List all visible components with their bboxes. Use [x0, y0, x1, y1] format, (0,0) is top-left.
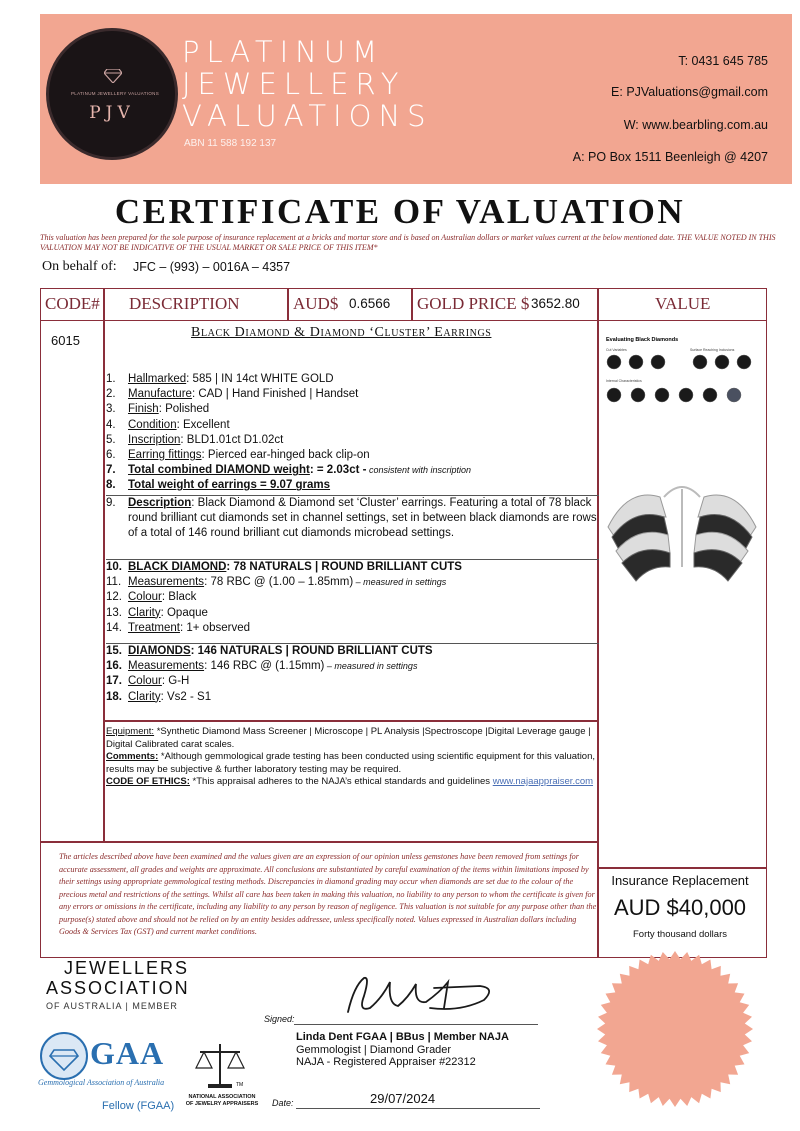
details-list: [106, 372, 599, 494]
divider: [103, 720, 597, 722]
list-item: 17. Colour: G-H: [106, 675, 190, 688]
logo-caption: PLATINUM JEWELLERY VALUATIONS: [70, 91, 160, 96]
naja-link[interactable]: www.najaappraiser.com: [492, 776, 594, 787]
earrings-photo: [598, 467, 766, 607]
insurance-label: Insurance Replacement: [611, 873, 749, 888]
abn: ABN 11 588 192 137: [184, 138, 277, 149]
gaa-caption: Gemmological Association of Australia: [38, 1078, 165, 1087]
left-earring: [608, 495, 670, 581]
signature-line: [294, 1024, 538, 1025]
diamond-icon: [104, 69, 122, 83]
behalf-label: On behalf of:: [42, 259, 117, 274]
item-title: Black Diamond & Diamond ‘Cluster’ Earrings: [191, 325, 492, 340]
diamonds-block: [106, 643, 599, 705]
list-item: 13. Clarity: Opaque: [106, 606, 208, 619]
signer-registration: NAJA - Registered Appraiser #22312: [296, 1056, 476, 1068]
header-gold-label: GOLD PRICE $: [417, 294, 530, 313]
gaa-logo-text: GAA: [90, 1035, 165, 1071]
gaa-fellow: Fellow (FGAA): [102, 1100, 175, 1112]
header-aud-value: 0.6566: [349, 296, 391, 311]
header-description: DESCRIPTION: [129, 294, 240, 313]
list-item: 12. Colour: Black: [106, 591, 197, 604]
right-earring: [694, 495, 756, 581]
insurance-box: [598, 867, 762, 949]
divider: [41, 841, 597, 843]
signer-name: Linda Dent FGAA | BBus | Member NAJA: [296, 1031, 509, 1043]
brand-line-1: PLATINUM: [182, 35, 385, 69]
divider: [103, 289, 105, 321]
black-diamond-chart-image: [598, 329, 766, 429]
signer-block: [296, 1031, 509, 1069]
gaa-emblem-icon: [38, 1030, 90, 1082]
divider: [103, 321, 105, 841]
chart-row1-stones: [607, 355, 751, 369]
list-item: 6. Earring fittings: Pierced ear-hinged back clip-on: [106, 449, 370, 462]
naja-scales-icon: [192, 1040, 248, 1090]
header-gold-value: 3652.80: [531, 296, 580, 311]
item-code: 6015: [51, 333, 80, 348]
list-item: 11. Measurements: 78 RBC @ (1.00 – 1.85mm) – measured in settings: [106, 576, 447, 589]
page-title: CERTIFICATE OF VALUATION: [114, 192, 686, 231]
chart-row1-label-a: Cut Variables: [606, 348, 627, 352]
logo-initials: PJV: [89, 103, 135, 123]
letterhead: [40, 14, 792, 184]
table-header: [41, 289, 766, 321]
list-item: 15. DIAMONDS: 146 NATURALS | ROUND BRILLIANT CUTS: [106, 645, 433, 657]
brand-line-3: VALUATIONS: [182, 99, 433, 133]
header-value: VALUE: [655, 294, 711, 313]
articles-disclaimer: The articles described above have been examined and the values given are an expression of our opinion unless gemstones have been removed from settings for accurate assessment, all grades and weights are approximate. All conclusions are substantiated by careful examination of the items within limitations imposed by their settings using appropriate gemmological testing methods. Discrepancies in diamond grading may occur when diamonds are set due to the colour of the precious metal and restrictions of the settings. Whilst all care has been taken in making this valuation, no liability to any person to whom the certificate is given for any errors or omissions in the certificate, including any liability to any person by reason of negligence. This valuation is not suitable for any purpose other than the purpose(s) stated above and should not be relied on by an entity besides addressee, unless specifically noted. Values expressed in Australian dollars including Goods & Services Tax (GST) and current market conditions.: [59, 852, 597, 936]
list-item: 16. Measurements: 146 RBC @ (1.15mm) – measured in settings: [106, 660, 418, 673]
list-item: 8. Total weight of earrings = 9.07 grams: [106, 479, 331, 492]
date-label: Date:: [272, 1098, 294, 1108]
signed-label: Signed:: [264, 1014, 295, 1024]
header-aud-label: AUD$: [293, 294, 339, 313]
contact-email: E: PJValuations@gmail.com: [611, 85, 768, 99]
divider: [411, 289, 413, 321]
ethics-text: *This appraisal adheres to the NAJA’s ethical standards and guidelines: [189, 776, 493, 787]
brand-name: [182, 36, 433, 132]
jaa-logo-line-2: ASSOCIATION: [46, 978, 190, 998]
comments-text: *Although gemmological grade testing has been conducted using scientific equipment for this valuation, results may be subjective & further laboratory testing may be required.: [106, 751, 596, 775]
chart-row1-label-b: Surface Reaching Inclusions: [690, 348, 735, 352]
contact-phone: T: 0431 645 785: [678, 54, 768, 68]
header-code: CODE#: [45, 294, 100, 313]
seal-stamp-icon: [596, 950, 754, 1108]
list-item: 9. Description: Black Diamond & Diamond set ‘Cluster’ earrings. Featuring a total of 78 black round brilliant cut diamonds set in channel settings, set in between black diamonds are rows of a total of 146 round brilliant cut diamonds microbead settings.: [106, 497, 597, 540]
contact-address: A: PO Box 1511 Beenleigh @ 4207: [572, 150, 768, 164]
pjv-logo: [46, 28, 178, 160]
date-value: 29/07/2024: [370, 1091, 436, 1106]
black-diamond-block: [106, 559, 599, 636]
list-item: 3. Finish: Polished: [106, 403, 210, 416]
jaa-logo-line-3: OF AUSTRALIA | MEMBER: [46, 1001, 178, 1011]
list-item: 2. Manufacture: CAD | Hand Finished | Handset: [106, 388, 359, 401]
disclaimer: This valuation has been prepared for the sole purpose of insurance replacement at a bricks and mortar store and is based on Australian dollars or market values current at the below mentioned date. THE VALUE NOTED IN THIS VALUATION MAY NOT BE INDICATIVE OF THE USUAL MARKET OR SALE PRICE OF THIS ITEM*: [40, 233, 776, 252]
divider: [287, 289, 289, 321]
description-block: [106, 495, 599, 542]
jaa-logo-line-1: JEWELLERS: [64, 958, 190, 978]
list-item: 18. Clarity: Vs2 - S1: [106, 690, 212, 703]
comments-label: Comments:: [106, 751, 159, 762]
chart-title: Evaluating Black Diamonds: [606, 337, 679, 343]
behalf-value: JFC – (993) – 0016A – 4357: [133, 260, 291, 274]
insurance-words: Forty thousand dollars: [633, 929, 727, 940]
equipment-text: *Synthetic Diamond Mass Screener | Microscope | PL Analysis |Spectroscope |Digital Leverage gauge | Digital Calibrated carat scales.: [106, 726, 591, 750]
contact-web: W: www.bearbling.com.au: [623, 118, 768, 132]
brand-line-2: JEWELLERY: [182, 67, 406, 101]
naja-caption: NATIONAL ASSOCIATION OF JEWELRY APPRAISERS: [185, 1094, 259, 1107]
list-item: 14. Treatment: 1+ observed: [106, 621, 250, 634]
equipment-block: [106, 726, 599, 789]
ethics-label: CODE OF ETHICS:: [106, 776, 190, 787]
list-item: 7. Total combined DIAMOND weight: = 2.03ct - consistent with inscription: [106, 464, 471, 477]
insurance-value: AUD $40,000: [613, 895, 747, 920]
list-item: 10. BLACK DIAMOND: 78 NATURALS | ROUND BRILLIANT CUTS: [106, 561, 462, 573]
valuation-table: [40, 288, 767, 958]
chart-row2-stones: [607, 388, 741, 402]
list-item: 1. Hallmarked: 585 | IN 14ct WHITE GOLD: [106, 373, 334, 385]
date-line: [296, 1108, 540, 1109]
chart-row2-label: Internal Characteristics: [606, 379, 642, 383]
signer-role: Gemmologist | Diamond Grader: [296, 1043, 452, 1056]
handwritten-signature: [330, 968, 500, 1024]
naja-tm: TM: [236, 1082, 244, 1088]
list-item: 5. Inscription: BLD1.01ct D1.02ct: [106, 433, 284, 446]
list-item: 4. Condition: Excellent: [106, 418, 230, 431]
equipment-label: Equipment:: [106, 726, 155, 737]
